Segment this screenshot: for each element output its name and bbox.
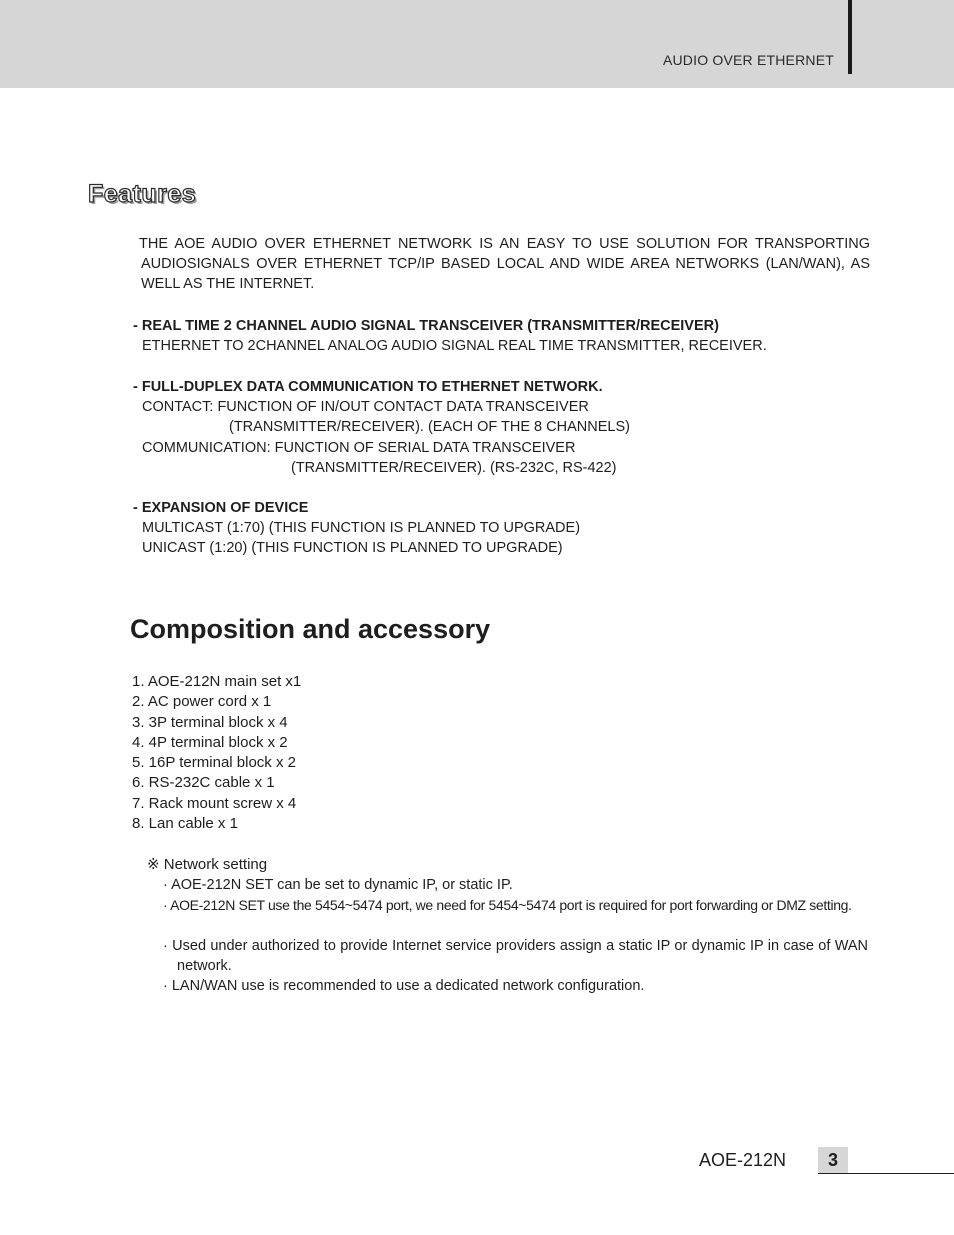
feature-bullet — [133, 316, 873, 356]
network-note — [163, 895, 868, 915]
feature-bullet-line: (TRANSMITTER/RECEIVER). (RS-232C, RS-422) — [291, 459, 617, 476]
header-divider-bar — [848, 0, 852, 74]
header-title: AUDIO OVER ETHERNET — [662, 52, 834, 68]
note-bullet: · — [163, 978, 172, 994]
feature-bullet-line: (TRANSMITTER/RECEIVER). (EACH OF THE 8 CHANNELS) — [229, 419, 630, 436]
feature-bullet-title: - EXPANSION OF DEVICE — [133, 500, 309, 516]
list-item: 6. RS-232C cable x 1 — [132, 774, 275, 792]
list-item: 7. Rack mount screw x 4 — [132, 794, 297, 812]
list-item: 2. AC power cord x 1 — [132, 693, 272, 711]
feature-bullet — [133, 498, 873, 559]
features-intro: THE AOE AUDIO OVER ETHERNET NETWORK IS AN EASY TO USE SOLUTION FOR TRANSPORTING AUDIOSIGNALS OVER ETHERNET TCP/IP BASED LOCAL AND WIDE AREA NETWORKS (LAN/WAN), AS WELL AS THE INTERNET. — [139, 236, 870, 292]
note-bullet: · — [163, 938, 173, 954]
feature-bullet-line: UNICAST (1:20) (THIS FUNCTION IS PLANNED TO UPGRADE) — [142, 540, 563, 557]
feature-bullet-line: CONTACT: FUNCTION OF IN/OUT CONTACT DATA TRANSCEIVER — [142, 399, 589, 415]
feature-bullet-title: - REAL TIME 2 CHANNEL AUDIO SIGNAL TRANSCEIVER (TRANSMITTER/RECEIVER) — [133, 318, 719, 334]
accessory-list — [132, 672, 301, 834]
list-item: 5. 16P terminal block x 2 — [132, 754, 296, 772]
network-note — [163, 875, 868, 895]
features-heading: Features — [88, 180, 197, 208]
feature-bullet-line: COMMUNICATION: FUNCTION OF SERIAL DATA TRANSCEIVER — [142, 439, 576, 456]
note-text: AOE-212N SET use the 5454~5474 port, we need for 5454~5474 port is required for port forwarding or DMZ setting. — [170, 897, 852, 913]
list-item: 4. 4P terminal block x 2 — [132, 733, 288, 751]
composition-heading: Composition and accessory — [130, 614, 491, 644]
feature-bullet-title: - FULL-DUPLEX DATA COMMUNICATION TO ETHERNET NETWORK. — [133, 379, 603, 395]
feature-bullet — [133, 377, 873, 478]
list-item: 1. AOE-212N main set x1 — [132, 673, 302, 690]
note-bullet: · — [163, 877, 172, 893]
footer-rule — [818, 1173, 954, 1174]
page-number: 3 — [818, 1147, 848, 1174]
note-text: Used under authorized to provide Internet service providers assign a static IP or dynamic IP in case of WAN network. — [172, 938, 869, 975]
network-note — [163, 936, 868, 977]
list-item: 8. Lan cable x 1 — [132, 815, 238, 833]
note-text: LAN/WAN use is recommended to use a dedicated network configuration. — [171, 978, 645, 994]
network-setting-heading: ※ Network setting — [147, 856, 268, 873]
feature-bullet-line: MULTICAST (1:70) (THIS FUNCTION IS PLANNED TO UPGRADE) — [142, 520, 581, 536]
note-bullet: · — [163, 897, 171, 913]
note-text: AOE-212N SET can be set to dynamic IP, or static IP. — [171, 877, 513, 893]
network-note — [163, 976, 868, 996]
footer-model: AOE-212N — [699, 1150, 787, 1170]
feature-bullet-line: ETHERNET TO 2CHANNEL ANALOG AUDIO SIGNAL REAL TIME TRANSMITTER, RECEIVER. — [142, 338, 767, 354]
list-item: 3. 3P terminal block x 4 — [132, 713, 288, 731]
header-band — [0, 0, 954, 88]
